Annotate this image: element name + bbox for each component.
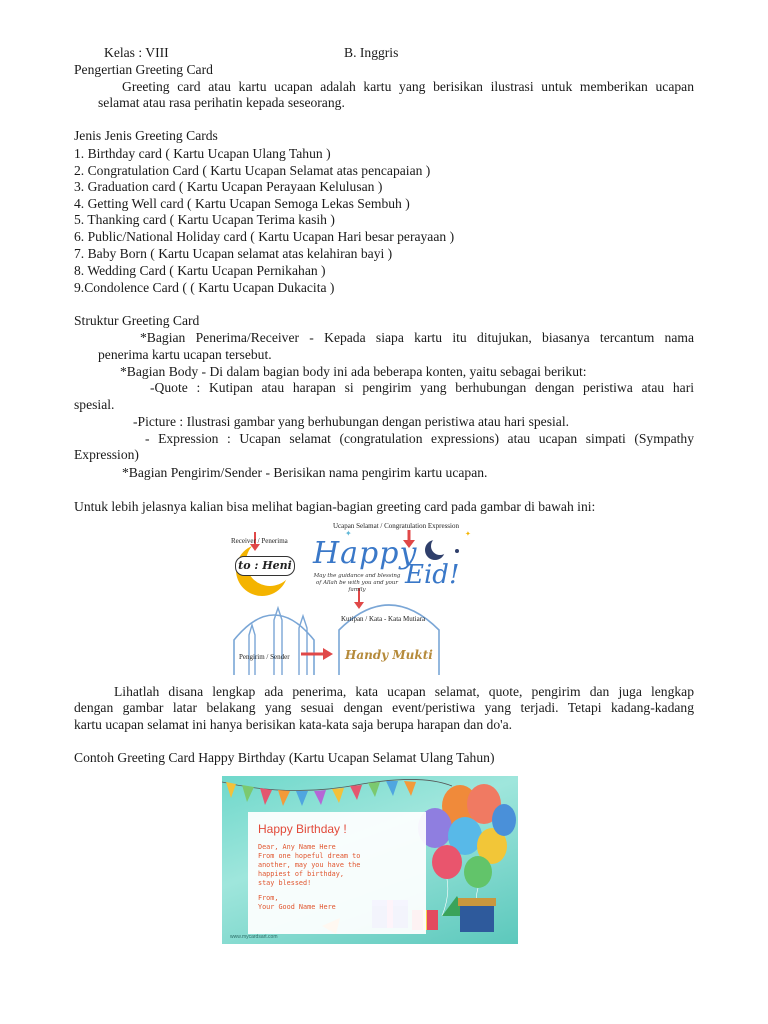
list-item: 5. Thanking card ( Kartu Ucapan Terima kasih )	[74, 212, 335, 227]
flag-icon	[332, 788, 344, 803]
flag-icon	[386, 781, 398, 796]
balloon-icon	[492, 804, 516, 836]
dear-line: Dear, Any Name Here	[258, 843, 336, 851]
site-watermark: www.mycardsart.com	[230, 934, 278, 940]
subject-label: B. Inggris	[344, 45, 399, 60]
svg-text:✦: ✦	[345, 529, 352, 538]
definition-line: Greeting card atau kartu ucapan adalah kartu yang berisikan ilustrasi untuk memberikan ucapan	[122, 79, 694, 94]
flag-icon	[260, 788, 272, 805]
to-name-badge: to : Heni	[235, 556, 295, 576]
sender-label: Pengirim / Sender	[239, 653, 290, 661]
list-item: 3. Graduation card ( Kartu Ucapan Perayaan Kelulusan )	[74, 179, 383, 194]
types-heading: Jenis Jenis Greeting Cards	[74, 128, 218, 143]
paragraph-line: dengan gambar latar belakang yang sesuai dengan event/peristiwa yang terjadi. Tetapi kadang-kadang	[74, 700, 694, 715]
list-item: 6. Public/National Holiday card ( Kartu Ucapan Hari besar perayaan )	[74, 229, 455, 244]
sender-text: *Bagian Pengirim/Sender - Berisikan nama pengirim kartu ucapan.	[122, 465, 488, 480]
expression-text: - Expression : Ucapan selamat (congratulation expressions) atau ucapan simpati (Sympathy	[145, 431, 694, 446]
list-item: 4. Getting Well card ( Kartu Ucapan Semoga Lekas Sembuh )	[74, 196, 410, 211]
figure-intro: Untuk lebih jelasnya kalian bisa melihat bagian-bagian greeting card pada gambar di bawah ini:	[74, 499, 596, 514]
structure-heading: Struktur Greeting Card	[74, 313, 200, 328]
list-item: 1. Birthday card ( Kartu Ucapan Ulang Tahun )	[74, 146, 331, 161]
message-line: From one hopeful dream to	[258, 852, 361, 860]
birthday-title: Happy Birthday !	[258, 822, 347, 836]
definition-heading: Pengertian Greeting Card	[74, 62, 213, 77]
body-text: *Bagian Body - Di dalam bagian body ini ada beberapa konten, yaitu sebagai berikut:	[120, 364, 587, 379]
balloon-icon	[464, 856, 492, 888]
list-item: 8. Wedding Card ( Kartu Ucapan Pernikahan )	[74, 263, 326, 278]
birthday-message	[258, 843, 418, 912]
eid-card-image	[229, 520, 479, 675]
receiver-label: Receiver / Penerima	[231, 537, 288, 545]
message-line: another, may you have the	[258, 861, 361, 869]
list-item: 7. Baby Born ( Kartu Ucapan selamat atas kelahiran bayi )	[74, 246, 393, 261]
expression-text: Expression)	[74, 447, 139, 462]
flag-icon	[350, 785, 362, 800]
message-line: stay blessed!	[258, 879, 312, 887]
example-heading: Contoh Greeting Card Happy Birthday (Kartu Ucapan Selamat Ulang Tahun)	[74, 750, 495, 765]
list-item: 2. Congratulation Card ( Kartu Ucapan Selamat atas pencapaian )	[74, 163, 431, 178]
flag-icon	[404, 781, 416, 796]
sender-name: Handy Mukti	[345, 648, 433, 662]
svg-text:✦: ✦	[465, 530, 471, 538]
balloon-icon	[432, 845, 462, 879]
eid-text: Eid!	[405, 560, 460, 590]
receiver-text: penerima kartu ucapan tersebut.	[98, 347, 272, 362]
paragraph-line: kartu ucapan selamat ini hanya berisikan kata-kata saja berupa harapan dan do'a.	[74, 717, 513, 732]
flag-icon	[296, 791, 308, 806]
definition-line: selamat atau rasa perihatin kepada seseorang.	[98, 95, 345, 110]
quote-text: -Quote : Kutipan atau harapan si pengirim yang berhubungan dengan peristiwa atau hari	[150, 380, 694, 395]
class-label: Kelas : VIII	[104, 45, 169, 60]
from-line: From,	[258, 894, 279, 902]
from-name-line: Your Good Name Here	[258, 903, 336, 911]
list-item: 9.Condolence Card ( ( Kartu Ucapan Dukacita )	[74, 280, 335, 295]
birthday-card-image	[222, 776, 518, 944]
message-line: happiest of birthday,	[258, 870, 344, 878]
flag-icon	[314, 790, 326, 805]
receiver-text: *Bagian Penerima/Receiver - Kepada siapa kartu itu ditujukan, biasanya tercantum nama	[140, 330, 694, 345]
gift-icon	[460, 904, 494, 932]
paragraph-line: Lihatlah disana lengkap ada penerima, kata ucapan selamat, quote, pengirim dan juga lengkap	[114, 684, 694, 699]
quote-text: spesial.	[74, 397, 115, 412]
picture-text: -Picture : Ilustrasi gambar yang berhubungan dengan peristiwa atau hari spesial.	[133, 414, 569, 429]
flag-icon	[368, 782, 380, 797]
flag-icon	[226, 782, 236, 798]
happy-text: Happy	[313, 536, 418, 571]
eid-quote: May the guidance and blessing of Allah be with you and your family	[313, 573, 401, 593]
expression-label: Ucapan Selamat / Congratulation Expression	[333, 522, 459, 530]
flag-icon	[278, 790, 290, 806]
flag-icon	[242, 785, 254, 802]
quote-label: Kutipan / Kata - Kata Mutiara	[341, 615, 426, 623]
